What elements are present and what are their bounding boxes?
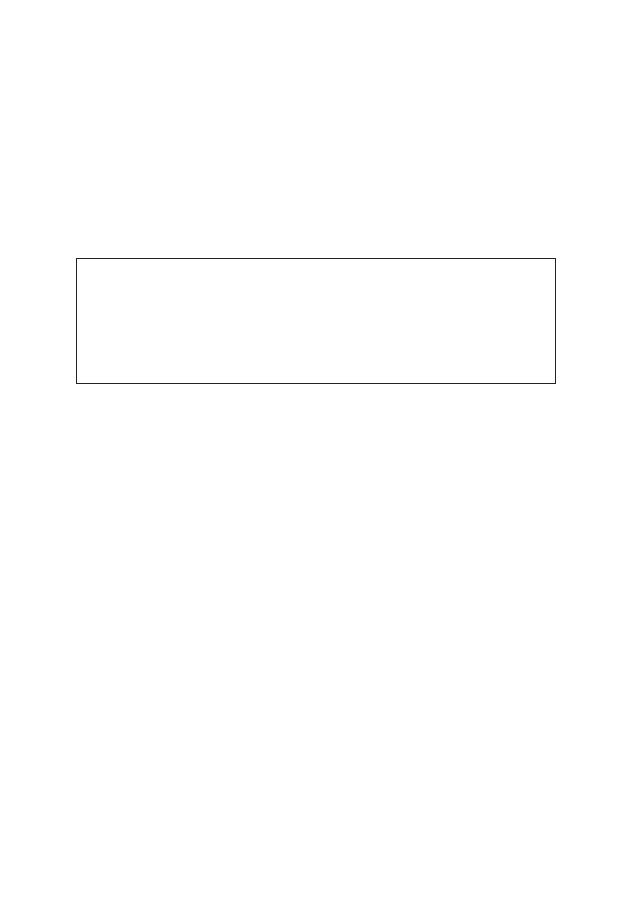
report-table <box>76 258 556 384</box>
content-cell[interactable] <box>77 259 556 384</box>
content-row <box>77 259 556 384</box>
